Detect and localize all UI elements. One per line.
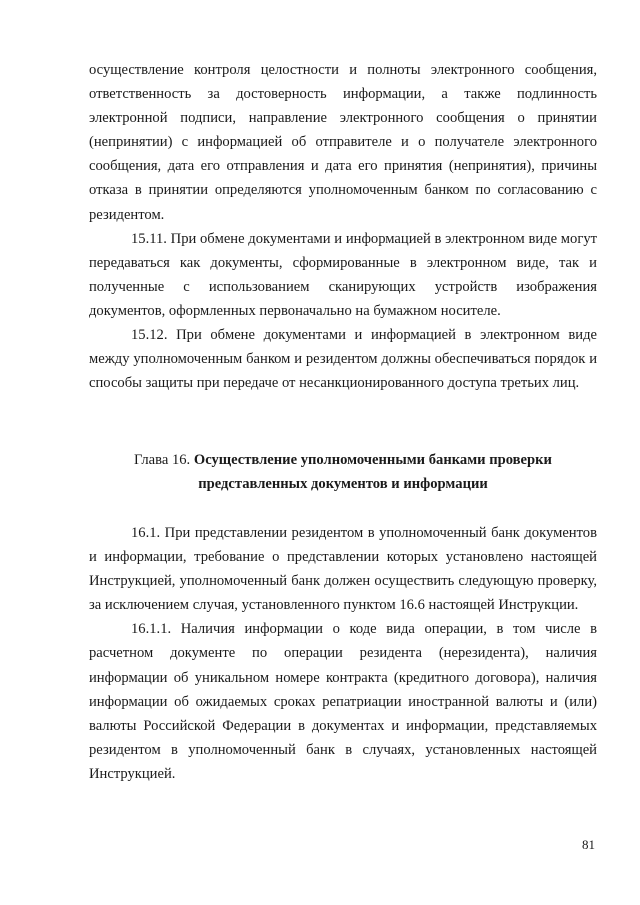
page-number: 81 <box>582 837 595 852</box>
chapter-title: Осуществление уполномоченными банками проверки представленных документов и информации <box>193 452 552 493</box>
paragraph-continuation: осуществление контроля целостности и полноты электронного сообщения, ответственность за достоверность информации, а также подлинность электронной подписи, направление электронного сообщения о принятии (непринятии) с информацией об отправителе и о получателе электронного сообщения, дата его отправления и дата его принятия (непринятия), причины отказа в принятии определяются уполномоченным банком по согласованию с резидентом. <box>89 62 597 223</box>
chapter-number: Глава 16. <box>134 452 191 468</box>
body-text-block-1 <box>89 58 597 395</box>
paragraph-16-1: 16.1. При представлении резидентом в уполномоченный банк документов и информации, требование о представлении которых установлено настоящей Инструкцией, уполномоченный банк должен осуществить следующую проверку, за исключением случая, установленного пунктом 16.6 настоящей Инструкции. <box>89 525 597 614</box>
paragraph-16-1-1: 16.1.1. Наличия информации о коде вида операции, в том числе в расчетном документе по операции резидента (нерезидента), наличия информации об уникальном номере контракта (кредитного договора), наличия информации об ожидаемых сроках репатриации иностранной валюты и (или) валюты Российской Федерации в документах и информации, представляемых резидентом в уполномоченный банк в случаях, установленных настоящей Инструкцией. <box>89 621 597 782</box>
body-text-block-2 <box>89 521 597 786</box>
paragraph-15-11: 15.11. При обмене документами и информацией в электронном виде могут передаваться как документы, сформированные в электронном виде, так и полученные с использованием сканирующих устройств изображения документов, оформленных первоначально на бумажном носителе. <box>89 230 597 319</box>
paragraph-15-12: 15.12. При обмене документами и информацией в электронном виде между уполномоченным банком и резидентом должны обеспечиваться порядок и способы защиты при передаче от несанкционированного доступа третьих лиц. <box>89 327 597 392</box>
chapter-heading <box>89 448 597 496</box>
